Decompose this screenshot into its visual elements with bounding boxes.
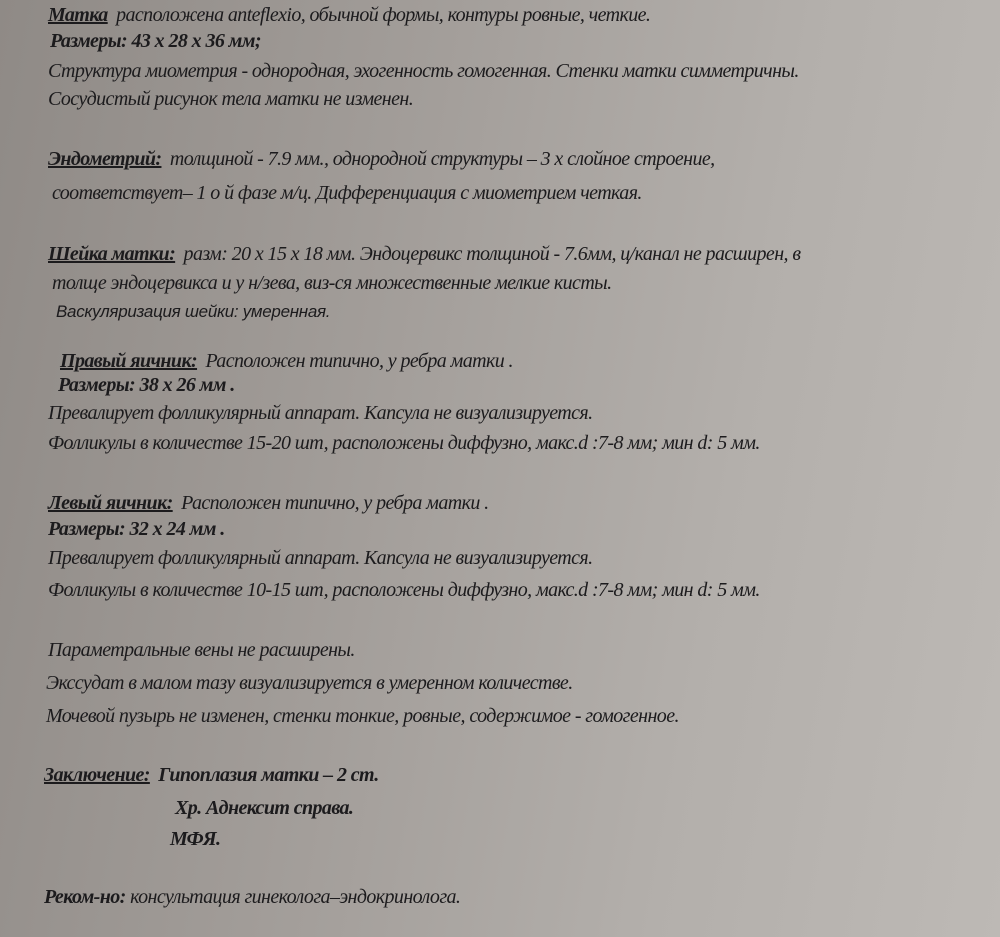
conclusion-item: Хр. Аднексит справа.: [175, 797, 354, 819]
cervix-line2: толще эндоцервикса и у н/зева, виз-ся множественные мелкие кисты.: [52, 272, 612, 294]
right-ovary-text: Расположен типично, у ребра матки .: [201, 350, 513, 372]
endometrium-line2: соответствует– 1 о й фазе м/ц. Дифференциация с миометрием четкая.: [52, 182, 642, 204]
endometrium-text: толщиной - 7.9 мм., однородной структуры – 3 х слойное строение,: [165, 148, 715, 170]
endometrium-line1: [48, 148, 715, 171]
other-line3: Мочевой пузырь не изменен, стенки тонкие, ровные, содержимое - гомогенное.: [46, 705, 679, 727]
uterus-structure: Структура миометрия - однородная, эхогенность гомогенная. Стенки матки симметричны.: [48, 60, 799, 82]
right-ovary-line2: Фолликулы в количестве 15-20 шт, расположены диффузно, макс.d :7-8 мм; мин d: 5 мм.: [48, 432, 760, 454]
recommendation-heading: Реком-но:: [44, 886, 126, 908]
uterus-line: [48, 4, 650, 27]
left-ovary-line: [48, 492, 489, 515]
left-ovary-line1: Превалирует фолликулярный аппарат. Капсула не визуализируется.: [48, 547, 593, 569]
cervix-line3: Васкуляризация шейки: умеренная.: [56, 302, 331, 321]
conclusion-item: Гипоплазия матки – 2 ст.: [153, 764, 379, 786]
conclusion-line: [44, 764, 379, 787]
other-line1: Параметральные вены не расширены.: [48, 639, 355, 661]
left-ovary-line2: Фолликулы в количестве 10-15 шт, расположены диффузно, макс.d :7-8 мм; мин d: 5 мм.: [48, 579, 760, 601]
cervix-text: разм: 20 x 15 x 18 мм. Эндоцервикс толщиной - 7.6мм, ц/канал не расширен, в: [179, 243, 801, 265]
recommendation-text: консультация гинеколога–эндокринолога.: [125, 886, 461, 908]
cervix-heading: Шейка матки:: [48, 243, 176, 265]
right-ovary-line: [60, 350, 513, 373]
recommendation-line: [44, 886, 460, 909]
right-ovary-heading: Правый яичник:: [60, 350, 198, 372]
right-ovary-size: Размеры: 38 x 26 мм .: [58, 374, 235, 396]
left-ovary-size: Размеры: 32 x 24 мм .: [48, 518, 225, 540]
conclusion-heading: Заключение:: [44, 764, 150, 786]
uterus-vessels: Сосудистый рисунок тела матки не изменен.: [48, 88, 414, 110]
uterus-size: Размеры: 43 x 28 x 36 мм;: [50, 30, 261, 52]
uterus-text: расположена anteflexio, обычной формы, контуры ровные, четкие.: [111, 4, 651, 26]
other-line2: Экссудат в малом тазу визуализируется в умеренном количестве.: [46, 672, 573, 694]
cervix-line1: [48, 243, 800, 266]
endometrium-heading: Эндометрий:: [48, 148, 162, 170]
uterus-heading: Матка: [48, 4, 108, 26]
left-ovary-heading: Левый яичник:: [48, 492, 173, 514]
right-ovary-line1: Превалирует фолликулярный аппарат. Капсула не визуализируется.: [48, 402, 593, 424]
conclusion-item: МФЯ.: [170, 828, 221, 850]
left-ovary-text: Расположен типично, у ребра матки .: [176, 492, 489, 514]
